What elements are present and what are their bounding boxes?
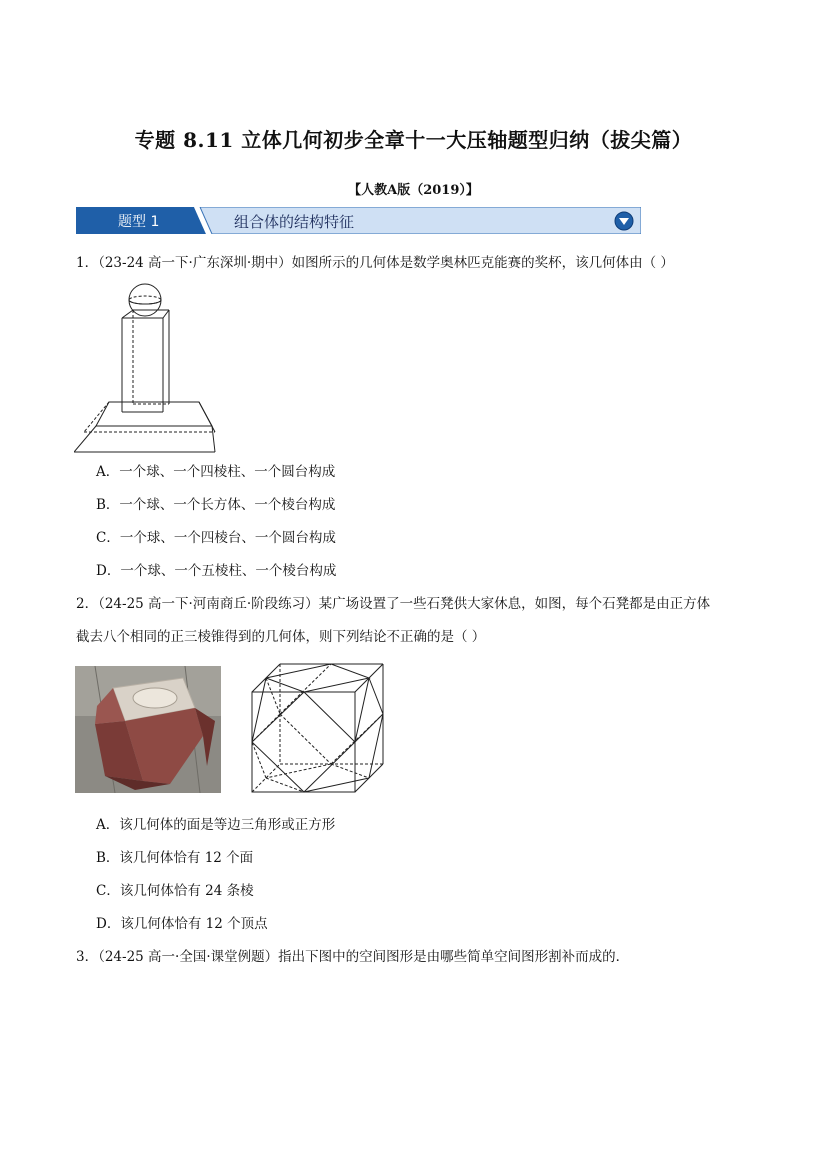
section-tag: 题型 1: [118, 214, 160, 230]
option-c: C．该几何体恰有 24 条棱: [96, 883, 254, 899]
truncated-cube-diagram: [249, 662, 386, 794]
option-a: A．一个球、一个四棱柱、一个圆台构成: [96, 464, 336, 480]
question-3: [76, 947, 629, 967]
section-topic: 组合体的结构特征: [234, 213, 355, 231]
option-c: C．一个球、一个四棱台、一个圆台构成: [96, 530, 336, 546]
edition-subtitle: 【人教A版（2019）】: [348, 183, 479, 198]
option-d: D．一个球、一个五棱柱、一个棱台构成: [96, 563, 337, 579]
option-a: A．该几何体的面是等边三角形或正方形: [96, 817, 336, 833]
question-number: 1．: [76, 255, 99, 271]
option-d: D．该几何体恰有 12 个顶点: [96, 916, 268, 932]
page-title: 专题 8.11 立体几何初步全章十一大压轴题型归纳（拔尖篇）: [134, 128, 693, 152]
chevron-down-icon[interactable]: [614, 211, 634, 231]
option-b: B．一个球、一个长方体、一个棱台构成: [96, 497, 336, 513]
question-2: [76, 594, 710, 614]
question-text: （23-24 高一下·广东深圳·期中）如图所示的几何体是数学奥林匹克能赛的奖杯，该几何体由（ ）: [98, 255, 674, 271]
question-number: 2．: [76, 596, 99, 612]
option-b: B．该几何体恰有 12 个面: [96, 850, 254, 866]
question-2-line2: 截去八个相同的正三棱锥得到的几何体，则下列结论不正确的是（ ）: [76, 629, 486, 645]
question-number: 3．: [76, 949, 99, 965]
question-text: （24-25 高一·全国·课堂例题）指出下图中的空间图形是由哪些简单空间图形割补而成的．: [98, 949, 630, 965]
banner-shape: [76, 207, 641, 234]
question-1: [76, 253, 674, 273]
section-banner: [76, 207, 641, 234]
question-text-line1: （24-25 高一下·河南商丘·阶段练习）某广场设置了一些石凳供大家休息，如图，每个石凳都是由正方体: [98, 596, 711, 612]
trophy-figure: [74, 280, 216, 455]
stone-stool-photo: [75, 666, 221, 793]
